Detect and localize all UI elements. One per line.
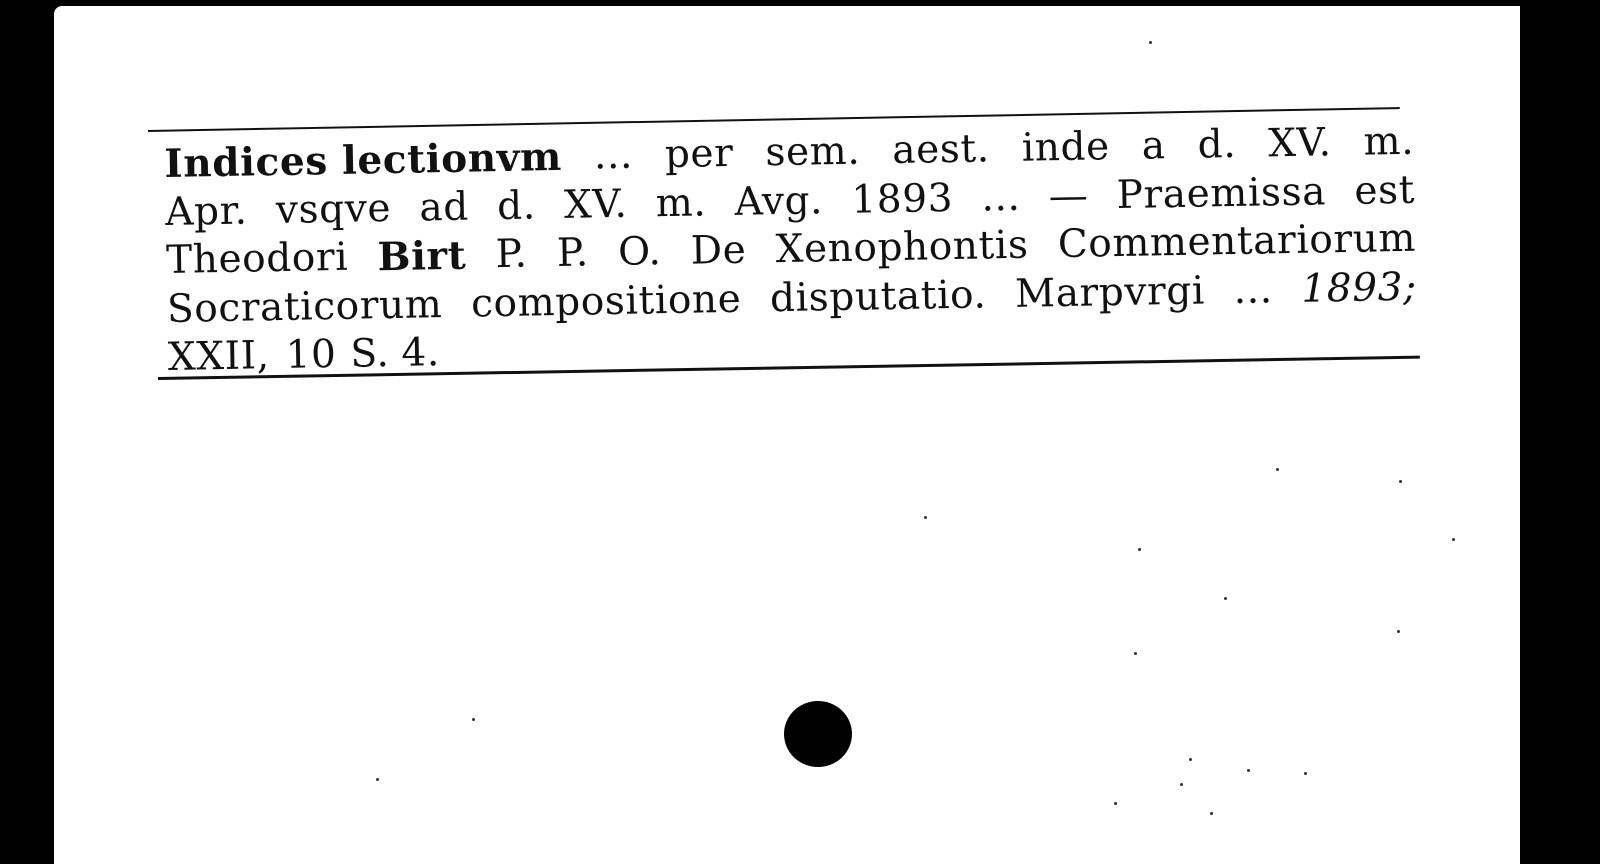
word: XV. [1267, 120, 1332, 167]
speck [1397, 630, 1400, 633]
pagination: XXII, [167, 333, 271, 380]
word: per [664, 130, 734, 178]
title-heading: Indices lectionvm [164, 133, 563, 187]
speck [1210, 812, 1213, 815]
word: est [1353, 167, 1416, 214]
word: ad [418, 184, 470, 230]
publication-year: 1893; [1301, 264, 1418, 312]
word: ... [593, 132, 634, 179]
word: ... [980, 174, 1021, 220]
word: Marpvrgi [1014, 267, 1206, 317]
word: disputatio. [769, 271, 987, 321]
word: sem. [765, 128, 861, 176]
word: 10 [285, 331, 337, 378]
word: Commentariorum [1057, 215, 1417, 268]
word: O. [617, 229, 662, 275]
punch-hole [784, 701, 852, 767]
word: S. [350, 331, 390, 377]
word: d. [496, 182, 537, 229]
speck [1452, 538, 1455, 541]
word: Xenophontis [775, 222, 1029, 273]
speck [1247, 769, 1250, 772]
speck [1399, 480, 1402, 483]
word: 1893 [850, 175, 954, 223]
speck [1304, 772, 1307, 775]
word: Avg. [734, 177, 824, 225]
word: compositione [470, 276, 742, 327]
word: d. [1197, 121, 1237, 168]
speck [1189, 758, 1192, 761]
speck [1134, 652, 1137, 655]
word: aest. [891, 126, 991, 174]
word: P. [495, 231, 528, 278]
word: ... [1233, 266, 1274, 313]
word: De [690, 227, 747, 274]
word: P. [556, 230, 590, 277]
word: XV. [563, 181, 628, 228]
catalog-card [54, 6, 1520, 864]
word: Socraticorum [166, 281, 443, 332]
speck [1114, 802, 1117, 805]
word: inde [1021, 124, 1111, 171]
speck [1180, 783, 1183, 786]
word: vsqve [275, 185, 392, 233]
word: — [1048, 173, 1089, 219]
speck [1138, 548, 1141, 551]
word: m. [655, 179, 707, 226]
word: a [1141, 123, 1167, 169]
speck [1224, 597, 1227, 600]
word: Theodori [165, 234, 349, 283]
author-name: Birt [377, 232, 467, 281]
word: m. [1363, 118, 1415, 165]
word: 4. [400, 330, 441, 376]
catalog-entry [164, 118, 1418, 383]
word: Praemissa [1116, 168, 1327, 218]
speck [472, 718, 475, 721]
speck [1149, 41, 1152, 44]
speck [1276, 468, 1279, 471]
word: Apr. [164, 188, 248, 235]
speck [924, 516, 927, 519]
speck [376, 778, 379, 781]
